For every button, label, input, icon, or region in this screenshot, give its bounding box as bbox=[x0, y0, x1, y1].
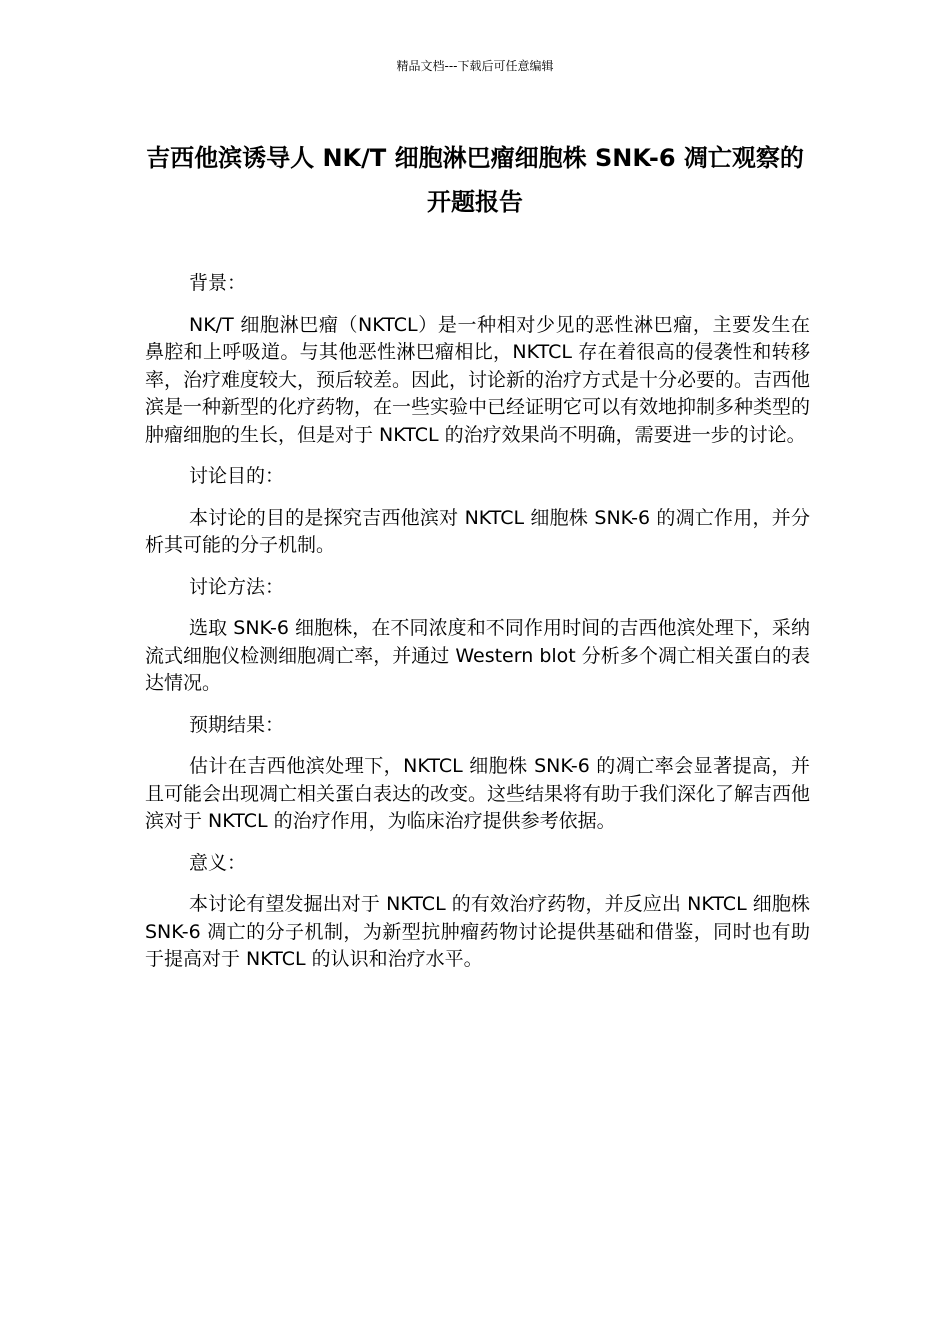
section-heading-background: 背景： bbox=[189, 272, 247, 294]
document-title: 吉西他滨诱导人 NK/T 细胞淋巴瘤细胞株 SNK-6 凋亡观察的开题报告 bbox=[146, 144, 804, 216]
section-text-methods: 选取 SNK-6 细胞株，在不同浓度和不同作用时间的吉西他滨处理下，采纳流式细胞仪检测细胞凋亡率，并通过 Western blot 分析多个凋亡相关蛋白的表达情况。 bbox=[145, 617, 810, 694]
section-heading-significance: 意义： bbox=[189, 851, 247, 874]
section-heading-methods: 讨论方法： bbox=[189, 575, 285, 598]
document-body bbox=[145, 270, 810, 988]
section-text-purpose: 本讨论的目的是探究吉西他滨对 NKTCL 细胞株 SNK-6 的凋亡作用，并分析其可能的分子机制。 bbox=[145, 506, 810, 556]
header-note: 精品文档---下载后可任意编辑 bbox=[396, 59, 554, 73]
section-heading-purpose: 讨论目的： bbox=[189, 465, 285, 487]
section-heading-expected-results: 预期结果： bbox=[189, 713, 285, 736]
section-text-significance: 本讨论有望发掘出对于 NKTCL 的有效治疗药物，并反应出 NKTCL 细胞株 SNK-6 凋亡的分子机制，为新型抗肿瘤药物讨论提供基础和借鉴，同时也有助于提高对于 NKTCL 的认识和治疗水平。 bbox=[145, 893, 810, 970]
section-text-expected-results: 估计在吉西他滨处理下，NKTCL 细胞株 SNK-6 的凋亡率会显著提高，并且可能会出现凋亡相关蛋白表达的改变。这些结果将有助于我们深化了解吉西他滨对于 NKTCL 的治疗作用，为临床治疗提供参考依据。 bbox=[145, 755, 811, 832]
section-text-background: NK/T 细胞淋巴瘤（NKTCL）是一种相对少见的恶性淋巴瘤，主要发生在鼻腔和上呼吸道。与其他恶性淋巴瘤相比，NKTCL 存在着很高的侵袭性和转移率，治疗难度较大，预后较差。因此，讨论新的治疗方式是十分必要的。吉西他滨是一种新型的化疗药物，在一些实验中已经证明它可以有效地抑制多种类型的肿瘤细胞的生长，但是对于 NKTCL 的治疗效果尚不明确，需要进一步的讨论。 bbox=[145, 313, 811, 446]
